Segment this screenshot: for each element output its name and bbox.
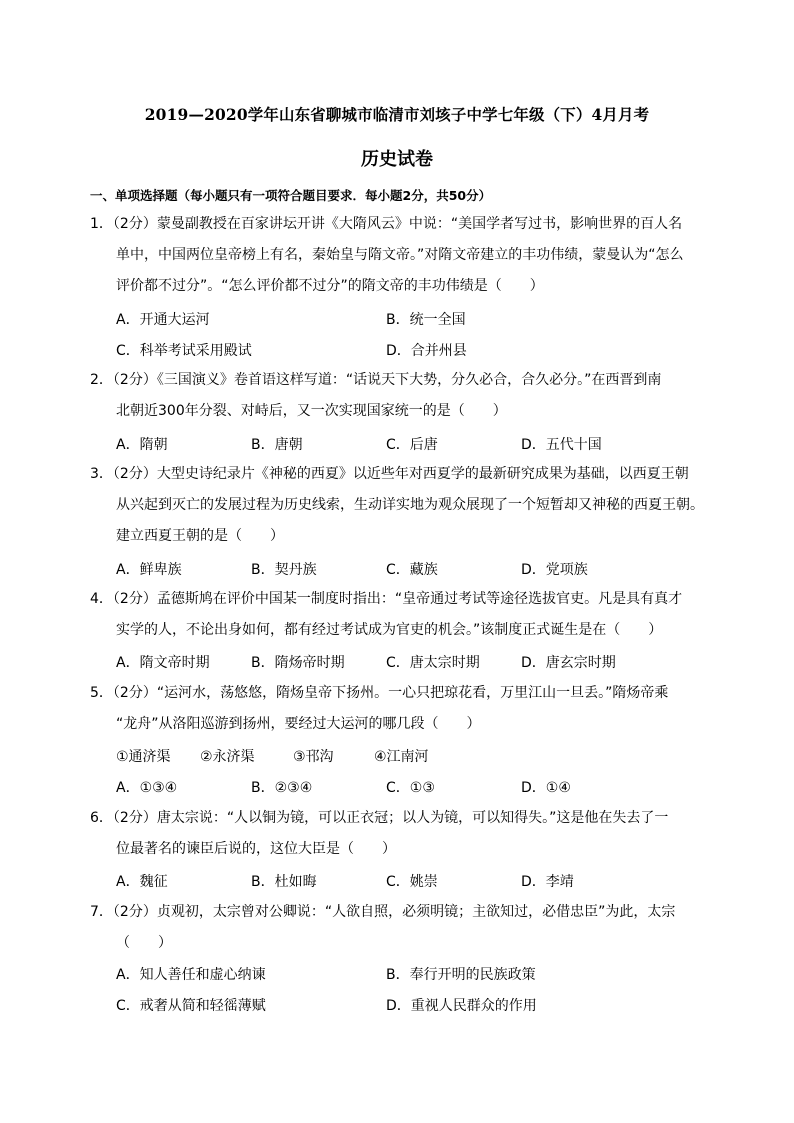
sub-item: ③邗沟 <box>293 749 334 765</box>
option-c[interactable]: C．唐太宗时期 <box>386 655 480 671</box>
option-d[interactable]: D．唐玄宗时期 <box>521 655 616 671</box>
question-text-line: 单中，中国两位皇帝榜上有名，秦始皇与隋文帝。”对隋文帝建立的丰功伟绩，蒙曼认为“怎么 <box>116 247 684 263</box>
option-c[interactable]: C．藏族 <box>386 562 438 578</box>
option-b[interactable]: B．契丹族 <box>251 562 317 578</box>
option-b[interactable]: B．唐朝 <box>251 437 303 453</box>
option-c[interactable]: C．戒奢从简和轻徭薄赋 <box>116 998 266 1014</box>
option-c[interactable]: C．①③ <box>386 780 435 796</box>
option-a[interactable]: A．①③④ <box>116 780 178 796</box>
option-c[interactable]: C．科举考试采用殿试 <box>116 343 252 359</box>
sub-item: ①通济渠 <box>116 749 171 765</box>
question-text-line: （ ） <box>116 935 172 951</box>
option-c[interactable]: C．姚崇 <box>386 874 438 890</box>
option-b[interactable]: B．杜如晦 <box>251 874 317 890</box>
option-d[interactable]: D．合并州县 <box>386 343 467 359</box>
option-b[interactable]: B．奉行开明的民族政策 <box>386 967 536 983</box>
question-text-line: 评价都不过分”。“怎么评价都不过分”的隋文帝的丰功伟绩是（ ） <box>116 278 544 294</box>
option-d[interactable]: D．党项族 <box>521 562 588 578</box>
section-header: 一、单项选择题（每小题只有一项符合题目要求．每小题2分，共50分） <box>90 188 492 203</box>
question-text-line: 4．（2分）孟德斯鸠在评价中国某一制度时指出：“皇帝通过考试等途径选拔官吏。凡是具有真才 <box>90 591 683 607</box>
option-d[interactable]: D．五代十国 <box>521 437 602 453</box>
question-text-line: “龙舟”从洛阳巡游到扬州，要经过大运河的哪几段（ ） <box>116 716 481 732</box>
question-text-line: 位最著名的谏臣后说的，这位大臣是（ ） <box>116 841 396 857</box>
option-a[interactable]: A．隋文帝时期 <box>116 655 210 671</box>
option-a[interactable]: A．鲜卑族 <box>116 562 182 578</box>
question-text-line: 7．（2分）贞观初，太宗曾对公卿说：“人欲自照，必须明镜；主欲知过，必借忠臣”为此，太宗 <box>90 904 676 920</box>
option-b[interactable]: B．隋炀帝时期 <box>251 655 345 671</box>
option-a[interactable]: A．开通大运河 <box>116 312 210 328</box>
option-b[interactable]: B．统一全国 <box>386 312 466 328</box>
option-d[interactable]: D．①④ <box>521 780 571 796</box>
exam-title: 2019—2020学年山东省聊城市临清市刘垓子中学七年级（下）4月月考 <box>144 106 650 124</box>
option-a[interactable]: A．隋朝 <box>116 437 168 453</box>
option-d[interactable]: D．重视人民群众的作用 <box>386 998 537 1014</box>
option-b[interactable]: B．②③④ <box>251 780 313 796</box>
question-text-line: 1．（2分）蒙曼副教授在百家讲坛开讲《大隋风云》中说：“美国学者写过书，影响世界的百人名 <box>90 216 683 232</box>
sub-item: ④江南河 <box>374 749 429 765</box>
question-text-line: 北朝近300年分裂、对峙后，又一次实现国家统一的是（ ） <box>116 403 507 419</box>
option-c[interactable]: C．后唐 <box>386 437 438 453</box>
question-text-line: 从兴起到灭亡的发展过程为历史线索，生动详实地为观众展现了一个短暂却又神秘的西夏王朝。 <box>116 497 704 513</box>
question-text-line: 建立西夏王朝的是（ ） <box>116 528 284 544</box>
option-d[interactable]: D．李靖 <box>521 874 574 890</box>
question-text-line: 5．（2分）“运河水，荡悠悠，隋炀皇帝下扬州。一心只把琼花看，万里江山一旦丢。”隋炀帝乘 <box>90 685 669 701</box>
option-a[interactable]: A．知人善任和虚心纳谏 <box>116 967 266 983</box>
question-text-line: 实学的人，不论出身如何，都有经过考试成为官吏的机会。”该制度正式诞生是在（ ） <box>116 622 663 638</box>
sub-item: ②永济渠 <box>200 749 255 765</box>
question-text-line: 6．（2分）唐太宗说：“人以铜为镜，可以正衣冠；以人为镜，可以知得失。”这是他在失去了一 <box>90 810 669 826</box>
question-text-line: 2．（2分）《三国演义》卷首语这样写道：“话说天下大势，分久必合，合久必分。”在西晋到南 <box>90 372 662 388</box>
option-a[interactable]: A．魏征 <box>116 874 168 890</box>
question-text-line: 3．（2分）大型史诗纪录片《神秘的西夏》以近些年对西夏学的最新研究成果为基础，以西夏王朝 <box>90 466 689 482</box>
exam-subject-title: 历史试卷 <box>361 149 433 170</box>
